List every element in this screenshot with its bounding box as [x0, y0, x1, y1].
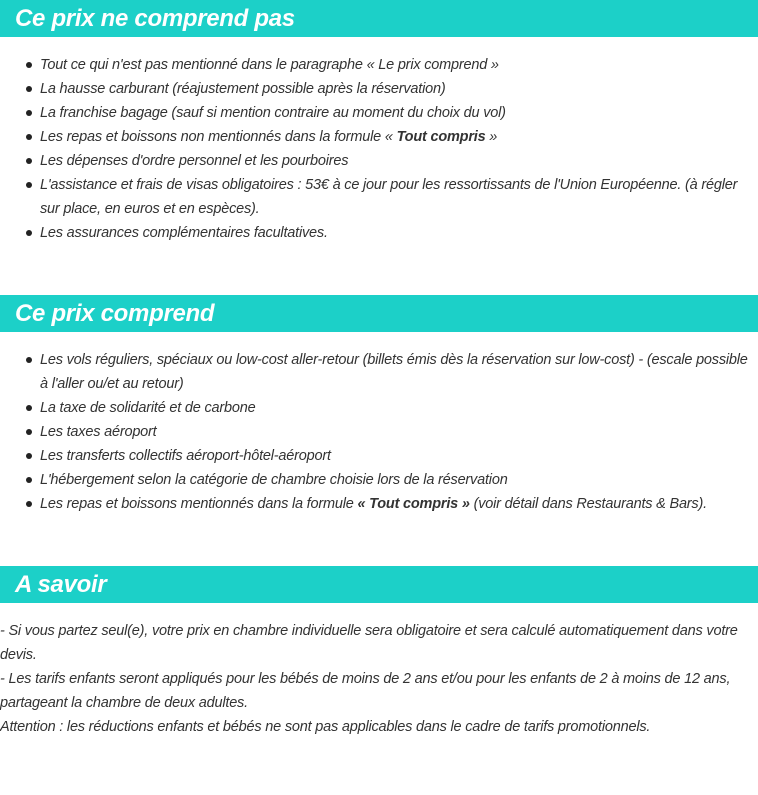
- list-item: [0, 348, 758, 396]
- list-item: [0, 149, 758, 173]
- info-line: - Si vous partez seul(e), votre prix en chambre individuelle sera obligatoire et sera calculé automatiquement dans votre devis.: [0, 623, 738, 663]
- list-item-text: Les repas et boissons non mentionnés dans la formule «: [40, 129, 397, 145]
- list-item-text: La franchise bagage (sauf si mention contraire au moment du choix du vol): [40, 105, 506, 121]
- section-header-info: [0, 566, 758, 603]
- bullet-icon: [26, 110, 32, 116]
- list-item-text: Les vols réguliers, spéciaux ou low-cost aller-retour (billets émis dès la réservation sur low-cost) - (escale possible à l'aller ou/et au retour): [40, 352, 748, 392]
- section-header-excluded: [0, 0, 758, 37]
- section-title-info: A savoir: [15, 571, 107, 598]
- list-item-emphasis: Tout compris: [396, 129, 486, 145]
- info-line: Attention : les réductions enfants et bébés ne sont pas applicables dans le cadre de tarifs promotionnels.: [0, 719, 651, 735]
- section-header-included: [0, 295, 758, 332]
- list-item: [0, 444, 758, 468]
- info-block: [0, 619, 758, 739]
- list-item: [0, 396, 758, 420]
- list-item: [0, 492, 758, 516]
- list-item-text: La taxe de solidarité et de carbone: [40, 400, 256, 416]
- list-item: [0, 468, 758, 492]
- bullet-icon: [26, 62, 32, 68]
- list-item-text: L'assistance et frais de visas obligatoires : 53€ à ce jour pour les ressortissants de l'Union Européenne. (à régler sur place, en euros et en espèces).: [40, 177, 738, 217]
- list-item-text: L'hébergement selon la catégorie de chambre choisie lors de la réservation: [40, 472, 508, 488]
- list-item-text: Les assurances complémentaires facultatives.: [40, 225, 328, 241]
- list-item: [0, 221, 758, 245]
- list-item: [0, 101, 758, 125]
- list-item-text: Tout ce qui n'est pas mentionné dans le paragraphe « Le prix comprend »: [40, 57, 499, 73]
- list-item: [0, 173, 758, 221]
- list-item: [0, 125, 758, 149]
- bullet-icon: [26, 501, 32, 507]
- bullet-icon: [26, 182, 32, 188]
- section-title-included: Ce prix comprend: [15, 300, 215, 327]
- bullet-icon: [26, 158, 32, 164]
- section-title-excluded: Ce prix ne comprend pas: [15, 5, 295, 32]
- bullet-icon: [26, 477, 32, 483]
- excluded-items-list: [0, 53, 758, 245]
- list-item: [0, 53, 758, 77]
- bullet-icon: [26, 230, 32, 236]
- bullet-icon: [26, 429, 32, 435]
- included-items-list: [0, 348, 758, 516]
- list-item: [0, 77, 758, 101]
- list-item-text: Les repas et boissons mentionnés dans la formule: [40, 496, 358, 512]
- bullet-icon: [26, 134, 32, 140]
- bullet-icon: [26, 357, 32, 363]
- list-item: [0, 420, 758, 444]
- list-item-text: Les dépenses d'ordre personnel et les pourboires: [40, 153, 349, 169]
- list-item-text: Les transferts collectifs aéroport-hôtel-aéroport: [40, 448, 331, 464]
- list-item-emphasis: « Tout compris »: [357, 496, 470, 512]
- list-item-text: La hausse carburant (réajustement possible après la réservation): [40, 81, 446, 97]
- bullet-icon: [26, 405, 32, 411]
- bullet-icon: [26, 453, 32, 459]
- list-item-text: Les taxes aéroport: [40, 424, 157, 440]
- list-item-text: »: [485, 129, 498, 145]
- list-item-text: (voir détail dans Restaurants & Bars).: [469, 496, 707, 512]
- info-line: - Les tarifs enfants seront appliqués pour les bébés de moins de 2 ans et/ou pour les enfants de 2 à moins de 12 ans, partageant la chambre de deux adultes.: [0, 671, 731, 711]
- bullet-icon: [26, 86, 32, 92]
